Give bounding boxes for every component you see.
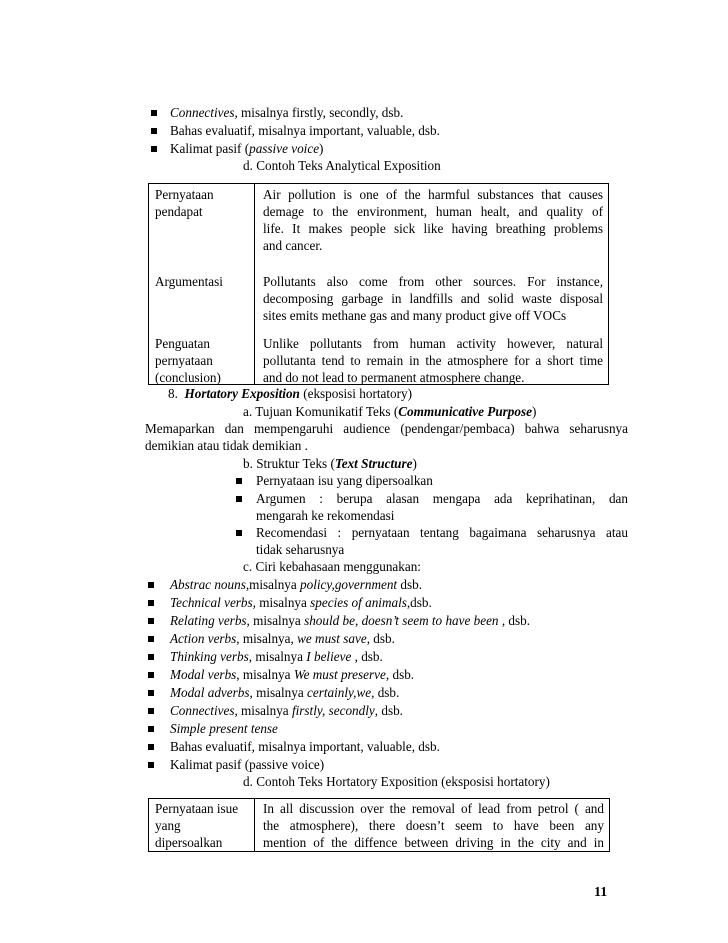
bullet	[148, 690, 154, 696]
feature-item: Abstrac nouns,misalnya policy,government dsb.	[170, 577, 423, 592]
bullet	[148, 636, 154, 642]
structure-item: Recomendasi : pernyataan tentang bagaimana seharusnya atau tidak seharusnya	[256, 525, 628, 557]
bullet-text: Connectives, misalnya firstly, secondly, dsb.	[170, 105, 404, 120]
bullet	[148, 672, 154, 678]
bullet	[148, 582, 154, 588]
bullet	[236, 530, 242, 536]
bullet	[148, 762, 154, 768]
bullet	[148, 618, 154, 624]
table-content: Air pollution is one of the harmful substances that causes demage to the environment, human healt, and quality of life. It makes people sick like having breathing problems and cancer.	[263, 187, 603, 253]
bullet	[148, 654, 154, 660]
subheading-a: a. Tujuan Komunikatif Teks (Communicative Purpose)	[243, 404, 537, 419]
structure-item: Pernyataan isu yang dipersoalkan	[256, 473, 433, 488]
feature-item: Simple present tense	[170, 721, 278, 736]
bullet	[148, 744, 154, 750]
table-label: Argumentasi	[155, 274, 223, 289]
feature-item: Technical verbs, misalnya species of animals,dsb.	[170, 595, 432, 610]
subheading-b: b. Struktur Teks (Text Structure)	[243, 456, 417, 471]
feature-item: Modal verbs, misalnya We must preserve, dsb.	[170, 667, 415, 682]
section-title: 8. Hortatory Exposition (eksposisi hortatory)	[168, 386, 412, 401]
bullet-text: Kalimat pasif (passive voice)	[170, 141, 324, 156]
subheading-c: c. Ciri kebahasaan menggunakan:	[243, 559, 421, 574]
paragraph: Memaparkan dan mempengaruhi audience (pendengar/pembaca) bahwa seharusnya demikian atau tidak demikian .	[145, 421, 628, 453]
bullet	[151, 146, 157, 152]
bullet	[151, 128, 157, 134]
bullet-text: Bahas evaluatif, misalnya important, valuable, dsb.	[170, 123, 440, 138]
page-number: 11	[594, 885, 608, 900]
bullet	[236, 478, 242, 484]
table-content: Pollutants also come from other sources. For instance, decomposing garbage in landfills and solid waste disposal sites emits methane gas and many product give off VOCs	[263, 274, 603, 323]
table-label: Pernyataan pendapat	[155, 187, 214, 219]
feature-item: Connectives, misalnya firstly, secondly, dsb.	[170, 703, 403, 718]
bullet	[148, 726, 154, 732]
table-label: Pernyataan isue yang dipersoalkan	[155, 801, 239, 850]
feature-item: Kalimat pasif (passive voice)	[170, 757, 325, 772]
table-divider	[254, 798, 255, 852]
bullet	[148, 600, 154, 606]
table-label: Penguatan pernyataan (conclusion)	[155, 336, 221, 385]
section-heading: d. Contoh Teks Analytical Exposition	[243, 158, 441, 173]
feature-item: Action verbs, misalnya, we must save, dsb.	[170, 631, 395, 646]
table-divider	[254, 183, 255, 385]
feature-item: Thinking verbs, misalnya I believe , dsb.	[170, 649, 383, 664]
bullet	[151, 110, 157, 116]
feature-item: Bahas evaluatif, misalnya important, valuable, dsb.	[170, 739, 440, 754]
feature-item: Relating verbs, misalnya should be, doesn’t seem to have been , dsb.	[170, 613, 531, 628]
section-heading: d. Contoh Teks Hortatory Exposition (eksposisi hortatory)	[243, 774, 550, 789]
feature-item: Modal adverbs, misalnya certainly,we, dsb.	[170, 685, 400, 700]
table-content: In all discussion over the removal of lead from petrol ( and the atmosphere), there doesn’t seem to have been any mention of the diffence between driving in the city and in	[263, 801, 604, 850]
bullet	[148, 708, 154, 714]
bullet	[236, 496, 242, 502]
table-content: Unlike pollutants from human activity however, natural pollutanta tend to remain in the atmosphere for a short time and do not lead to permanent atmosphere change.	[263, 336, 603, 385]
structure-item: Argumen : berupa alasan mengapa ada keprihatinan, dan mengarah ke rekomendasi	[256, 491, 628, 523]
